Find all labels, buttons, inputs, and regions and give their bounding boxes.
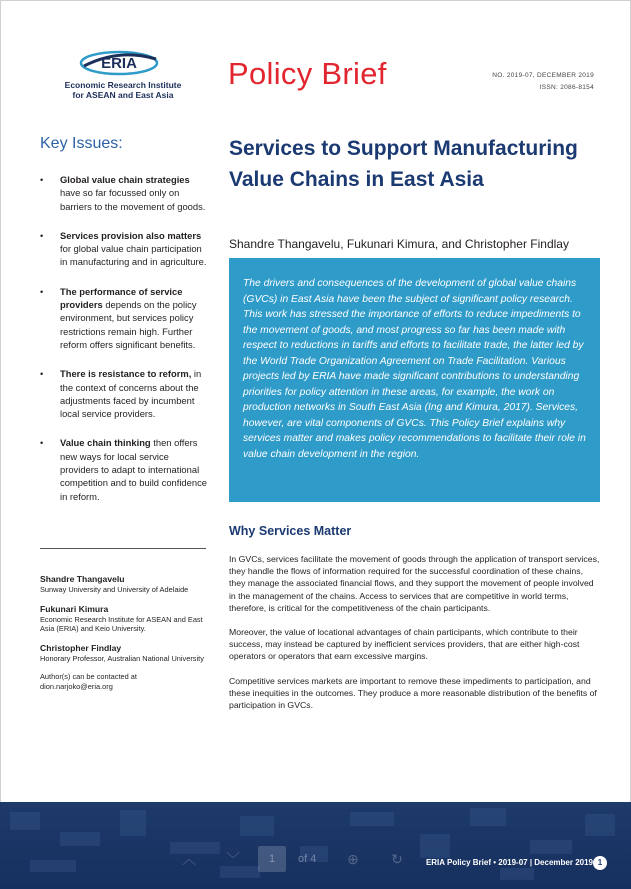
issn: ISSN: 2086-8154	[539, 84, 594, 91]
brief-number: NO. 2019-07, DECEMBER 2019	[492, 72, 594, 79]
author-affiliation: Sunway University and University of Adelaide	[40, 585, 189, 594]
author-entry	[40, 574, 208, 595]
rotate-icon[interactable]: ↻	[391, 851, 403, 867]
key-issue-item: • Value chain thinking then offers new ways for local service providers to adapt to international competition and to build confidence in reform.	[40, 437, 207, 502]
page-number-badge: 1	[593, 856, 607, 870]
key-issues-sidebar	[40, 135, 208, 519]
abstract-box	[229, 258, 600, 502]
zoom-in-icon[interactable]: ⊕	[347, 851, 359, 867]
pdf-viewer-toolbar	[172, 842, 432, 876]
key-issue-item: • Global value chain strategies have so far focussed only on barriers to the movement of goods.	[40, 174, 206, 212]
key-issue-item: • Services provision also matters for global value chain participation in manufacturing and in agriculture.	[40, 229, 207, 268]
body-paragraph: Moreover, the value of locational advantages of chain participants, which contribute to their success, may instead be captured by inefficient services providers, that are either high-cost operators or operators that earn excessive margins.	[229, 627, 580, 662]
contact-info: Author(s) can be contacted at dion.narjoko@eria.org	[40, 672, 137, 691]
author-entry	[40, 643, 208, 664]
previous-page-button[interactable]: ︿	[182, 851, 196, 867]
publication-meta	[492, 70, 594, 94]
key-issues-title: Key Issues:	[40, 135, 123, 152]
body-paragraph: In GVCs, services facilitate the movement of goods through the application of transport services, they handle the flows of information required for the successful coordination of these chains, they manage the associated financial flows, and they support the movement of people involved in the management of the chains. Access to services that are competitive in world terms, therefore, is critical for the competitiveness of the chain participants.	[229, 554, 600, 613]
key-issue-item: • There is resistance to reform, in the context of concerns about the adjustments faced by incumbent local service providers.	[40, 368, 202, 420]
footer-label: ERIA Policy Brief • 2019-07 | December 2019	[425, 858, 593, 867]
body-text	[229, 553, 601, 723]
body-paragraph: Competitive services markets are important to remove these impediments to participation, and these inequities in the outcomes. They produce a more reasonable distribution of the benefits of participation in GVCs.	[229, 675, 597, 711]
author-entry	[40, 604, 208, 634]
page-number-input[interactable]: 1	[258, 846, 286, 872]
author-affiliation: Economic Research Institute for ASEAN and East Asia (ERIA) and Keio University.	[40, 614, 203, 633]
logo-line-1: Economic Research Institute	[64, 80, 182, 90]
document-title: Services to Support Manufacturing Value Chains in East Asia	[229, 137, 578, 191]
author-name: Shandre Thangavelu	[40, 574, 125, 584]
policy-brief-heading: Policy Brief	[228, 56, 387, 91]
logo-wordmark: ERIA	[101, 55, 137, 72]
author-affiliation: Honorary Professor, Australian National University	[40, 653, 204, 663]
next-page-button[interactable]: ﹀	[226, 851, 240, 867]
author-name: Fukunari Kimura	[40, 603, 109, 614]
author-name: Christopher Findlay	[40, 642, 122, 653]
key-issues-list	[40, 173, 208, 503]
abstract-text: The drivers and consequences of the development of global value chains (GVCs) in East Asia have been the subject of significant policy research. This work has stressed the importance of efforts to reduce impediments to the movement of goods, and most progress so far has been made with respect to reductions in tariffs and efforts to facilitate trade, the latter led by the World Trade Organization Agreement on Trade Facilitation. Various projects led by ERIA have made significant contributions to understanding priorities for policy attention in these areas, for example, the work on production networks in South East Asia (Ing and Kimura, 2017). Services, however, are vital components of GVCs. This Policy Brief explains why services matter and makes policy recommendations to facilitate their role in value chain development in the region.	[243, 278, 586, 460]
logo-line-2: for ASEAN and East Asia	[72, 90, 174, 100]
sidebar-divider	[40, 548, 206, 549]
page-count: of 4	[298, 853, 317, 865]
byline: Shandre Thangavelu, Fukunari Kimura, and Christopher Findlay	[229, 237, 569, 251]
eria-logo-mark	[78, 50, 160, 76]
key-issue-item: • The performance of service providers depends on the policy environment, but services policy restrictions remain high. Further reform offers significant benefits.	[40, 285, 197, 350]
author-list	[40, 574, 208, 691]
section-heading: Why Services Matter	[229, 524, 352, 538]
